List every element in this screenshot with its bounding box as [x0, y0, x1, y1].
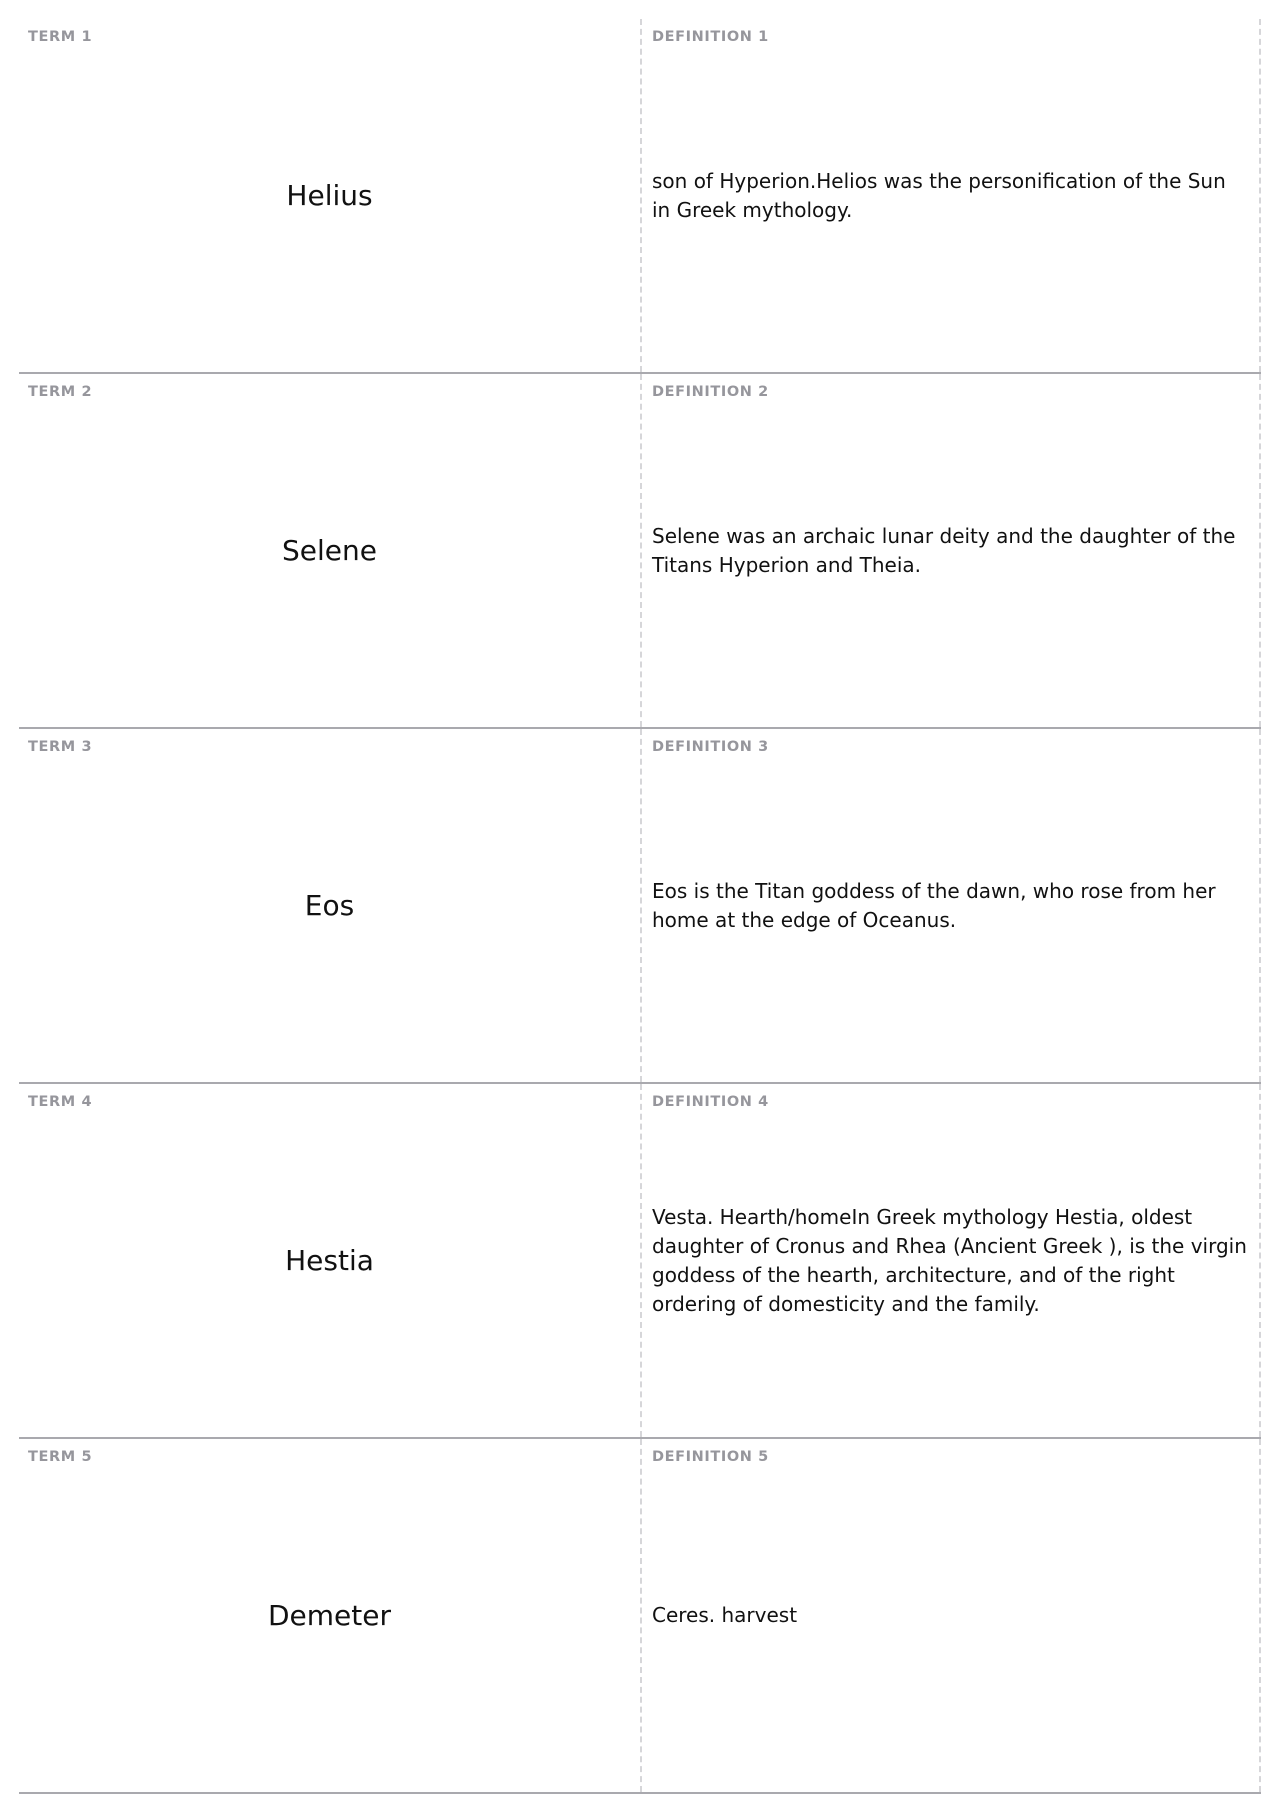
flashcard-row [19, 374, 1261, 729]
term-cell [19, 729, 642, 1082]
term-label: TERM 2 [28, 384, 93, 400]
definition-cell [642, 729, 1261, 1082]
term-text [19, 1439, 640, 1792]
term-label: TERM 5 [28, 1449, 93, 1465]
term-cell [19, 1084, 642, 1437]
flashcard-row [19, 729, 1261, 1084]
term-text [19, 374, 640, 727]
flashcard-row [19, 1439, 1261, 1794]
definition-cell [642, 1439, 1261, 1792]
definition-label: DEFINITION 5 [652, 1449, 769, 1465]
term-cell [19, 19, 642, 372]
definition-text [652, 1439, 1249, 1792]
term-cell [19, 374, 642, 727]
definition-value: Selene was an archaic lunar deity and the daughter of the Titans Hyperion and Theia. [652, 523, 1236, 577]
definition-text [652, 19, 1249, 372]
definition-value: Vesta. Hearth/homeIn Greek mythology Hestia, oldest daughter of Cronus and Rhea (Ancient Greek ), is the virgin goddess of the hearth, architecture, and of the right ordering of domesticity and the family. [652, 1204, 1247, 1316]
definition-label: DEFINITION 2 [652, 384, 769, 400]
term-value: Selene [282, 534, 377, 567]
term-label: TERM 1 [28, 29, 93, 45]
definition-label: DEFINITION 3 [652, 739, 769, 755]
definition-text [652, 374, 1249, 727]
flashcard-row [19, 19, 1261, 374]
definition-value: son of Hyperion.Helios was the personification of the Sun in Greek mythology. [652, 168, 1226, 222]
definition-value: Eos is the Titan goddess of the dawn, who rose from her home at the edge of Oceanus. [652, 878, 1216, 932]
definition-cell [642, 374, 1261, 727]
term-value: Eos [304, 889, 355, 922]
flashcard-sheet [19, 19, 1261, 1794]
definition-cell [642, 19, 1261, 372]
term-value: Demeter [267, 1599, 391, 1632]
definition-label: DEFINITION 1 [652, 29, 769, 45]
definition-value: Ceres. harvest [652, 1603, 798, 1627]
term-text [19, 729, 640, 1082]
term-label: TERM 3 [28, 739, 93, 755]
term-text [19, 19, 640, 372]
term-value: Hestia [285, 1244, 374, 1277]
term-text [19, 1084, 640, 1437]
term-cell [19, 1439, 642, 1792]
definition-text [652, 1084, 1249, 1437]
definition-label: DEFINITION 4 [652, 1094, 769, 1110]
flashcard-row [19, 1084, 1261, 1439]
definition-text [652, 729, 1249, 1082]
definition-cell [642, 1084, 1261, 1437]
term-value: Helius [286, 179, 373, 212]
term-label: TERM 4 [28, 1094, 93, 1110]
